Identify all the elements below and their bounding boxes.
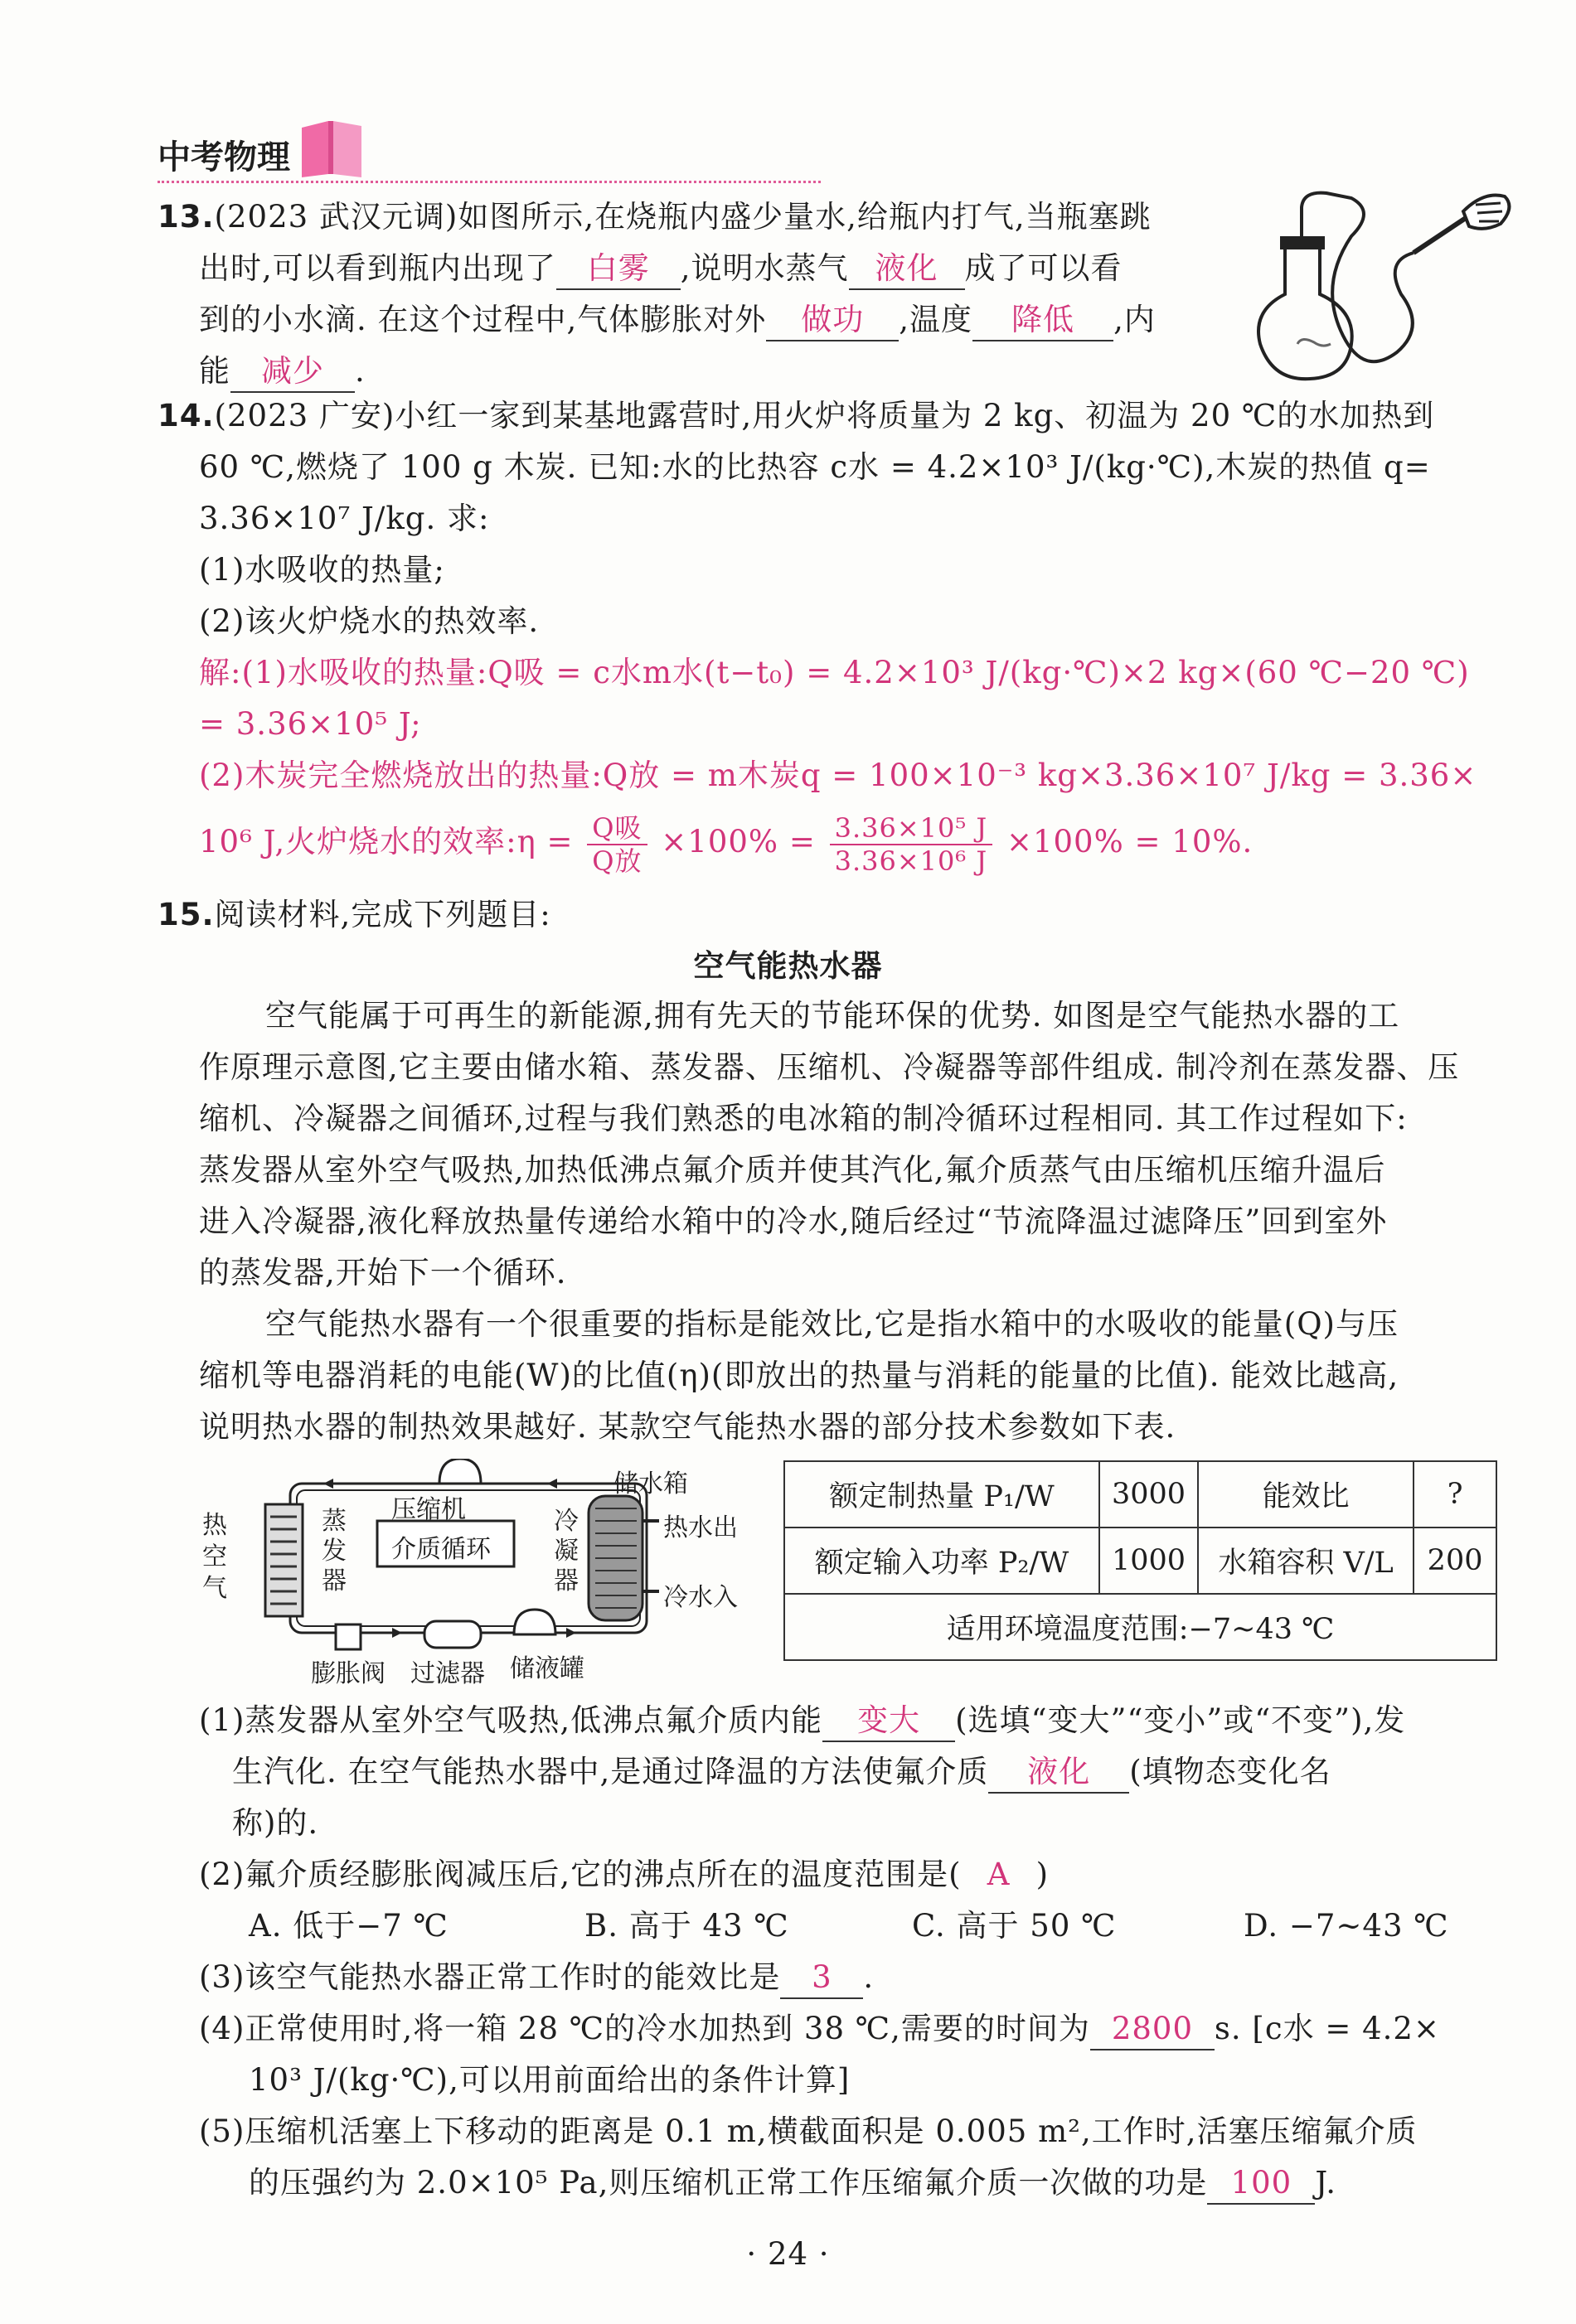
hot-water-out-label: 热水出 [663,1513,738,1542]
s1-line1: (1)蒸发器从室外空气吸热,低沸点氟介质内能 变大 (选填“变大”“变小”或“不变”),发 [199,1696,1405,1745]
s4-line1: (4)正常使用时,将一箱 28 ℃的冷水加热到 38 ℃,需要的时间为 2800 s. [c水 = 4.2× [199,2004,1440,2054]
temperature-range: 适用环境温度范围:−7~43 ℃ [784,1594,1496,1660]
tank-volume-label: 水箱容积 V/L [1198,1528,1414,1594]
efficiency-ratio-label: 能效比 [1198,1461,1414,1528]
s1-line3: 称)的. [232,1805,319,1841]
s5-blank[interactable]: 100 [1207,2163,1315,2205]
q13-line4: 能 减少 . [199,346,366,396]
rated-heat-value: 3000 [1099,1461,1198,1528]
tank-volume-value: 200 [1414,1528,1496,1594]
para1-line3: 缩机、冷凝器之间循环,过程与我们熟悉的电冰箱的制冷循环过程相同. 其工作过程如下: [199,1101,1408,1136]
q15-intro: 15.阅读材料,完成下列题目: [158,897,551,932]
para1-line5: 进入冷凝器,液化释放热量传递给水箱中的冷水,随后经过“节流降温过滤降压”回到室外 [199,1203,1388,1239]
q13-line1: 13.(2023 武汉元调)如图所示,在烧瓶内盛少量水,给瓶内打气,当瓶塞跳 [158,199,1152,235]
para2-line2: 缩机等电器消耗的电能(W)的比值(η)(即放出的热量与消耗的能量的比值). 能效比越高, [199,1358,1399,1393]
s2-answer[interactable]: A [987,1857,1011,1892]
receiver-label: 储液罐 [510,1654,584,1683]
q14-solution-line1: 解:(1)水吸收的热量:Q吸 = c水m水(t−t₀) = 4.2×10³ J/(kg·℃)×2 kg×(60 ℃−20 ℃) [199,655,1470,690]
q14-solution-line2: = 3.36×10⁵ J; [199,706,422,742]
heat-pump-diagram [199,1459,763,1688]
q14-line1: 14.(2023 广安)小红一家到某基地露营时,用火炉将质量为 2 kg、初温为 20 ℃的水加热到 [158,398,1435,433]
expansion-valve-label: 膨胀阀 [311,1659,386,1688]
q13-blank5[interactable]: 减少 [230,351,355,393]
para1-line6: 的蒸发器,开始下一个循环. [199,1255,567,1290]
para1-line2: 作原理示意图,它主要由储水箱、蒸发器、压缩机、冷凝器等部件组成. 制冷剂在蒸发器、压 [199,1049,1460,1085]
s2-option-d[interactable]: D. −7~43 ℃ [1244,1908,1449,1944]
para2-line3: 说明热水器的制热效果越好. 某款空气能热水器的部分技术参数如下表. [199,1409,1176,1445]
para2-line1: 空气能热水器有一个很重要的指标是能效比,它是指水箱中的水吸收的能量(Q)与压 [265,1306,1399,1342]
s2-option-b[interactable]: B. 高于 43 ℃ [584,1908,789,1944]
q13-number: 13. [158,199,215,235]
s1-blank1[interactable]: 变大 [822,1701,955,1742]
q13-blank3[interactable]: 做功 [766,300,899,341]
book-icon [298,116,365,178]
rated-power-value: 1000 [1099,1528,1198,1594]
efficiency-fraction: $\frac{\text{Q吸}}{\text{Q放}}$ [587,812,647,877]
q13-blank1[interactable]: 白雾 [556,249,681,290]
s5-line2: 的压强约为 2.0×10⁵ Pa,则压缩机正常工作压缩氟介质一次做的功是 100 J. [249,2158,1336,2208]
page-header [158,116,821,199]
tank-label: 储水箱 [613,1469,688,1498]
filter-label: 过滤器 [410,1659,485,1688]
article-title: 空气能热水器 [693,948,883,984]
condenser-label: 冷凝器 [554,1507,579,1595]
table-row [784,1461,1496,1528]
s1-blank2[interactable]: 液化 [988,1752,1129,1794]
para1-line1: 空气能属于可再生的新能源,拥有先天的节能环保的优势. 如图是空气能热水器的工 [265,998,1400,1034]
table-row [784,1528,1496,1594]
s2-option-a[interactable]: A. 低于−7 ℃ [249,1908,449,1944]
s4-blank[interactable]: 2800 [1090,2009,1215,2050]
q14-solution-line3: (2)木炭完全燃烧放出的热量:Q放 = m木炭q = 100×10⁻³ kg×3.36×10⁷ J/kg = 3.36× [199,758,1477,793]
q14-solution-line4: 10⁶ J,火炉烧水的效率:η = $\frac{\text{Q吸}}{\text{Q放}}$ ×100% = $\frac{\text{3.36×10⁵ J}}{\text{3.36×10⁶ J}}$ ×100% = 10%. [199,811,1254,877]
q15-number: 15. [158,897,215,932]
rated-power-label: 额定输入功率 P₂/W [784,1528,1099,1594]
s4-line2: 10³ J/(kg·℃),可以用前面给出的条件计算] [249,2062,851,2098]
q14-line2: 60 ℃,燃烧了 100 g 木炭. 已知:水的比热容 c水 = 4.2×10³ J/(kg·℃),木炭的热值 q= [199,449,1431,485]
q14-sub2: (2)该火炉烧水的热效率. [199,603,540,639]
compressor-label: 压缩机 [391,1495,466,1524]
header-title: 中考物理 [158,138,290,177]
flask-pump-illustration [1252,186,1517,385]
s3-line: (3)该空气能热水器正常工作时的能效比是 3 . [199,1953,874,2002]
hot-air-label: 热空气 [202,1511,227,1603]
q14-sub1: (1)水吸收的热量; [199,552,445,588]
q14-line3: 3.36×10⁷ J/kg. 求: [199,501,490,536]
s1-line2: 生汽化. 在空气能热水器中,是通过降温的方法使氟介质 液化 (填物态变化名 [232,1747,1331,1797]
header-rule [158,181,821,183]
medium-cycle-label: 介质循环 [391,1535,491,1564]
q14-number: 14. [158,398,215,433]
s5-line1: (5)压缩机活塞上下移动的距离是 0.1 m,横截面积是 0.005 m²,工作时,活塞压缩氟介质 [199,2113,1418,2149]
s3-blank[interactable]: 3 [780,1958,863,1999]
page-number: · 24 · [746,2236,830,2272]
s2-line1: (2)氟介质经膨胀阀减压后,它的沸点所在的温度范围是( A ) [199,1850,1049,1900]
q13-line3: 到的小水滴. 在这个过程中,气体膨胀对外 做功 ,温度 降低 ,内 [199,295,1156,345]
evaporator-label: 蒸发器 [322,1507,347,1595]
cold-water-in-label: 冷水入 [663,1583,738,1612]
rated-heat-label: 额定制热量 P₁/W [784,1461,1099,1528]
para1-line4: 蒸发器从室外空气吸热,加热低沸点氟介质并使其汽化,氟介质蒸气由压缩机压缩升温后 [199,1152,1386,1188]
table-row [784,1594,1496,1660]
q13-blank2[interactable]: 液化 [849,249,965,290]
q13-blank4[interactable]: 降低 [972,300,1113,341]
s2-option-c[interactable]: C. 高于 50 ℃ [912,1908,1117,1944]
value-fraction: $\frac{\text{3.36×10⁵ J}}{\text{3.36×10⁶ J}}$ [830,812,993,877]
spec-table [783,1460,1497,1661]
efficiency-ratio-value: ? [1414,1461,1496,1528]
q13-line2: 出时,可以看到瓶内出现了 白雾 ,说明水蒸气 液化 成了可以看 [199,244,1123,293]
